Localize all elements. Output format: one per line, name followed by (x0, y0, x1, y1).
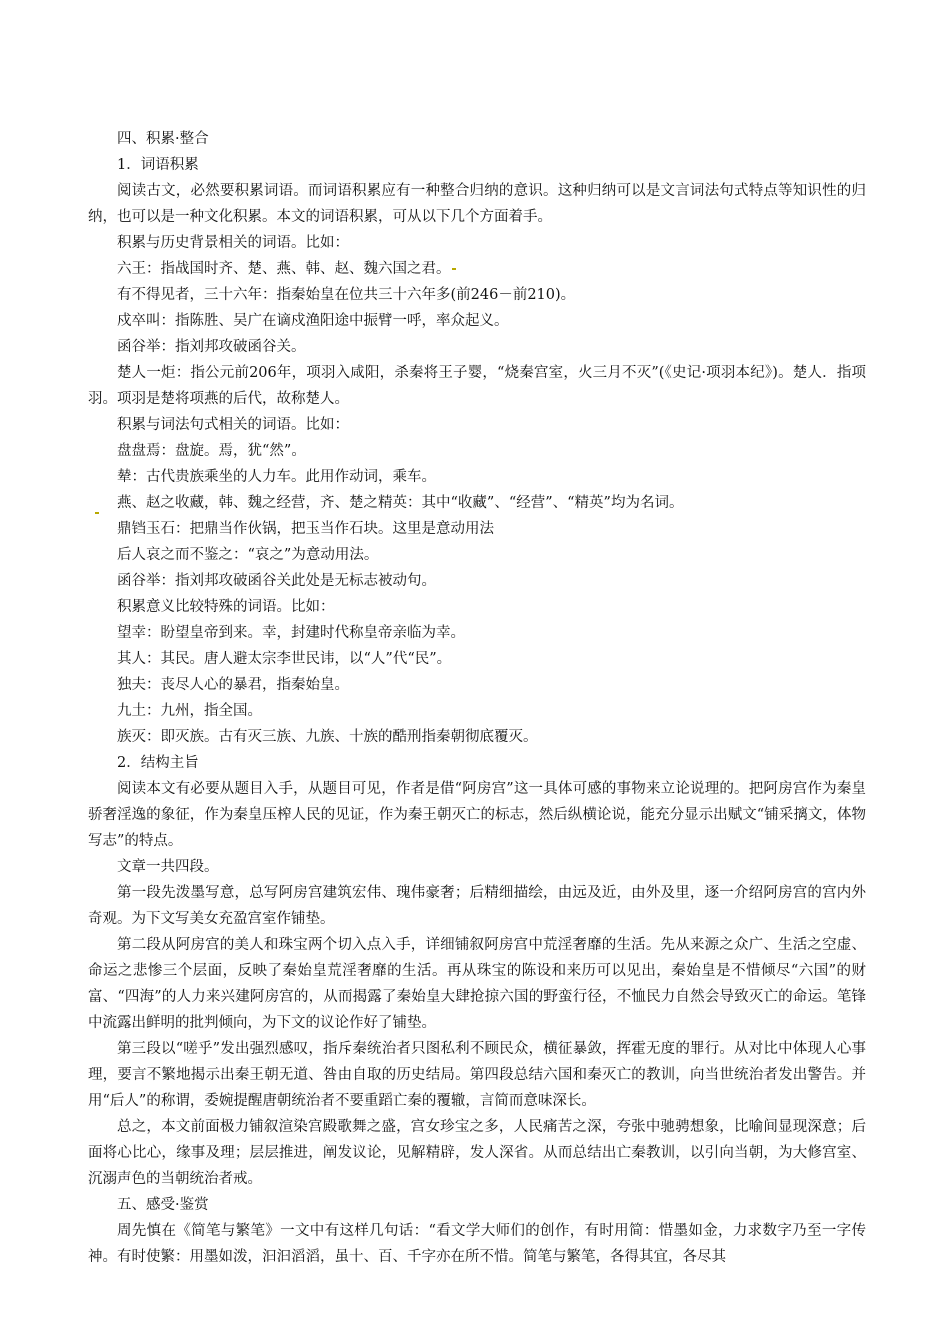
history-vocab-item: 六王：指战国时齐、楚、燕、韩、赵、魏六国之君。 (117, 261, 451, 277)
vocabulary-intro-paragraph: 阅读古文，必然要积累词语。而词语积累应有一种整合归纳的意识。这种归纳可以是文言词法句式特点等知识性的归纳，也可以是一种文化积累。本文的词语积累，可从以下几个方面着手。 (88, 183, 866, 225)
grammar-vocab-item: 燕、赵之收藏，韩、魏之经营，齐、楚之精英：其中“收藏”、“经营”、“精英”均为名词。 (117, 495, 684, 511)
structure-paragraph: 第二段从阿房宫的美人和珠宝两个切入点入手，详细铺叙阿房宫中荒淫奢靡的生活。先从来源之众广、生活之空虚、命运之悲惨三个层面，反映了秦始皇荒淫奢靡的生活。再从珠宝的陈设和来历可以见出，秦始皇是不惜倾尽“六国”的财富、“四海”的人力来兴建阿房宫的，从而揭露了秦始皇大肆抢掠六国的野蛮行径，不恤民力自然会导致灭亡的命运。笔锋中流露出鲜明的批判倾向，为下文的议论作好了铺垫。 (88, 937, 866, 1031)
special-vocab-item: 九土：九州，指全国。 (117, 703, 262, 719)
structure-paragraph: 第三段以“嗟乎”发出强烈感叹，指斥秦统治者只图私利不顾民众，横征暴敛，挥霍无度的罪行。从对比中体现人心事理，要言不繁地揭示出秦王朝无道、咎由自取的历史结局。第四段总结六国和秦灭亡的教训，向当世统治者发出警告。并用“后人”的称谓，委婉提醒唐朝统治者不要重蹈亡秦的覆辙，言简而意味深长。 (88, 1041, 866, 1109)
grammar-vocab-intro: 积累与词法句式相关的词语。比如： (117, 417, 349, 433)
section-4-title: 四、积累·整合 (117, 131, 209, 147)
section-5-title: 五、感受·鉴赏 (117, 1197, 209, 1213)
document-page (88, 126, 866, 1270)
special-vocab-item: 望幸：盼望皇帝到来。幸，封建时代称皇帝亲临为幸。 (117, 625, 465, 641)
grammar-vocab-item: 盘盘焉：盘旋。焉，犹“然”。 (117, 443, 306, 459)
structure-paragraph: 文章一共四段。 (117, 859, 219, 875)
appreciation-paragraph: 周先慎在《简笔与繁笔》一文中有这样几句话：“看文学大师们的创作，有时用简：惜墨如金，力求数字乃至一字传神。有时使繁：用墨如泼，汩汩滔滔，虽十、百、千字亦在所不惜。简笔与繁笔，各得其宜，各尽其 (88, 1223, 866, 1265)
history-vocab-intro: 积累与历史背景相关的词语。比如： (117, 235, 349, 251)
grammar-vocab-item: 辇：古代贵族乘坐的人力车。此用作动词，乘车。 (117, 469, 436, 485)
structure-paragraph: 总之，本文前面极力铺叙渲染宫殿歌舞之盛，宫女珍宝之多，人民痛苦之深，夸张中驰骋想象，比喻间显现深意；后面将心比心，缘事及理；层层推进，阐发议论，见解精辟，发人深省。从而总结出亡秦教训，以引向当朝，为大修宫室、沉溺声色的当朝统治者戒。 (88, 1119, 866, 1187)
special-vocab-intro: 积累意义比较特殊的词语。比如： (117, 599, 335, 615)
special-vocab-item: 独夫：丧尽人心的暴君，指秦始皇。 (117, 677, 349, 693)
grammar-vocab-item: 鼎铛玉石：把鼎当作伙锅，把玉当作石块。这里是意动用法 (117, 521, 494, 537)
subsection-vocabulary-title: 1．词语积累 (117, 157, 199, 173)
history-vocab-item: 楚人一炬：指公元前206年，项羽入咸阳，杀秦将王子婴，“烧秦宫室，火三月不灭”(《史记·项羽本纪》)。楚人．指项羽。项羽是楚将项燕的后代，故称楚人。 (88, 365, 866, 407)
grammar-vocab-item: 后人哀之而不鉴之：“哀之”为意动用法。 (117, 547, 379, 563)
subsection-structure-title: 2．结构主旨 (117, 755, 199, 771)
stray-mark (95, 512, 99, 514)
stray-mark (452, 268, 456, 270)
structure-paragraph: 第一段先泼墨写意，总写阿房宫建筑宏伟、瑰伟豪奢；后精细描绘，由远及近，由外及里，逐一介绍阿房宫的宫内外奇观。为下文写美女充盈宫室作铺垫。 (88, 885, 866, 927)
grammar-vocab-item: 函谷举：指刘邦攻破函谷关此处是无标志被动句。 (117, 573, 436, 589)
special-vocab-item: 族灭：即灭族。古有灭三族、九族、十族的酷刑指秦朝彻底覆灭。 (117, 729, 538, 745)
history-vocab-item: 有不得见者，三十六年：指秦始皇在位共三十六年多(前246－前210)。 (117, 287, 576, 303)
history-vocab-item: 函谷举：指刘邦攻破函谷关。 (117, 339, 306, 355)
structure-paragraph: 阅读本文有必要从题目入手，从题目可见，作者是借“阿房宫”这一具体可感的事物来立论说理的。把阿房宫作为秦皇骄奢淫逸的象征，作为秦皇压榨人民的见证，作为秦王朝灭亡的标志，然后纵横论说，能充分显示出赋文“铺采摛文，体物写志”的特点。 (88, 781, 866, 849)
special-vocab-item: 其人：其民。唐人避太宗李世民讳，以“人”代“民”。 (117, 651, 452, 667)
history-vocab-item: 戍卒叫：指陈胜、吴广在谪戍渔阳途中振臂一呼，率众起义。 (117, 313, 509, 329)
